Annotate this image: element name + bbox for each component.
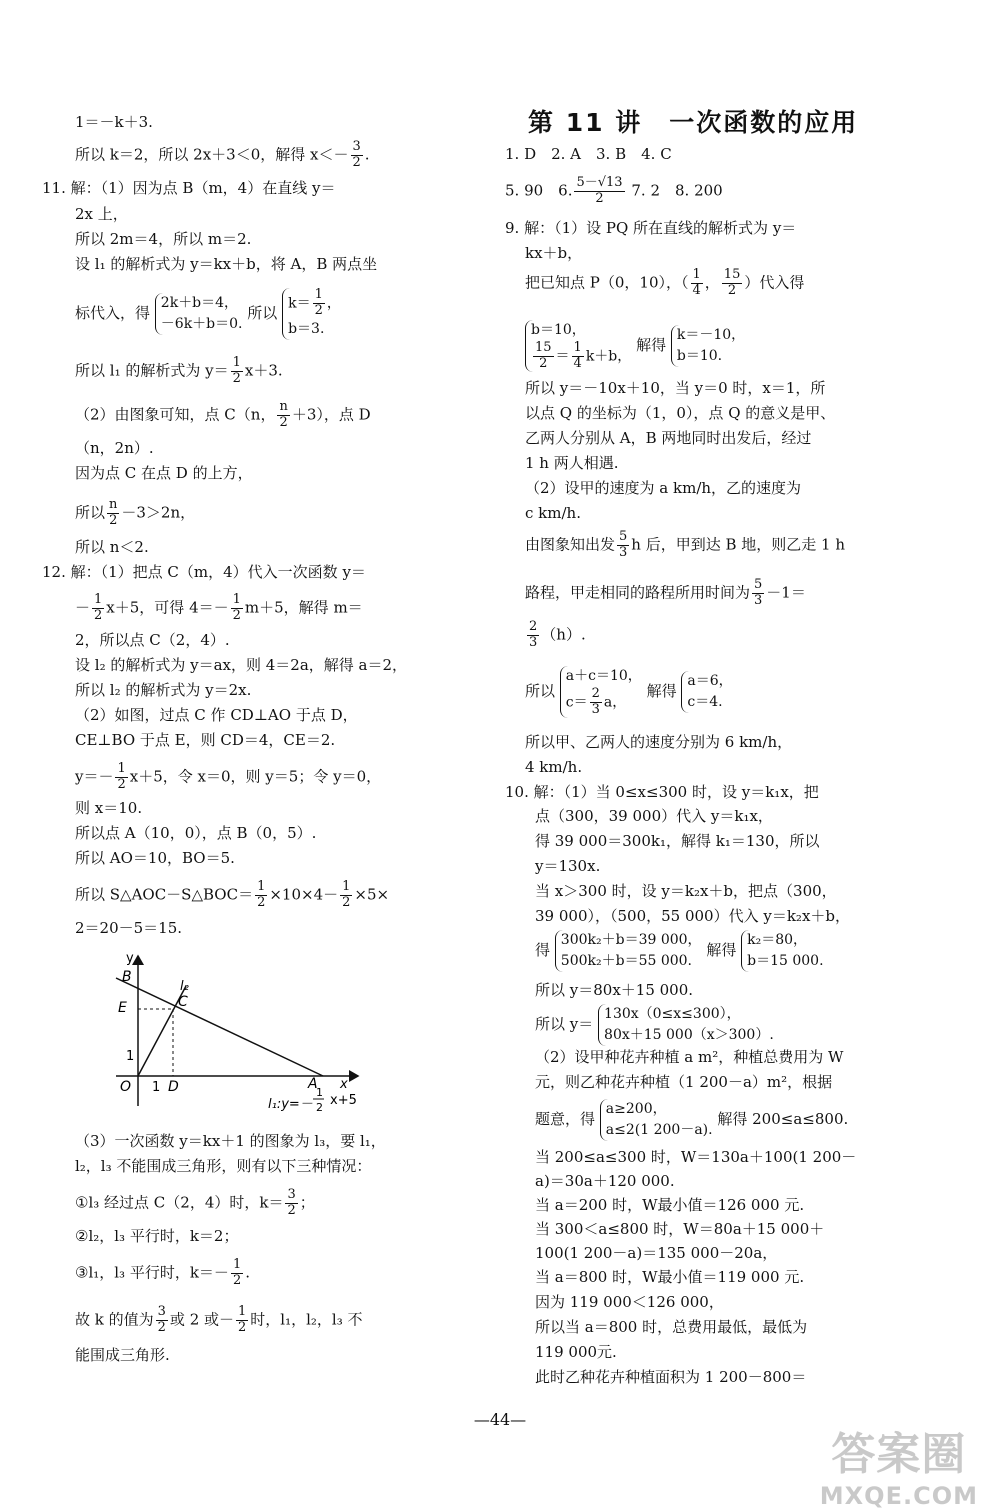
text-line: y＝－ $\frac{1}{2}$ x＋5，令 x＝0，则 y＝5；令 y＝0， — [75, 761, 382, 792]
text-line: （3）一次函数 y＝kx＋1 的图象为 l₃，要 l₁， — [75, 1132, 386, 1150]
text-line: 5. 90 6. $\frac{5-√13}{2}$ 7. 2 8. 200 — [505, 175, 723, 206]
text-line: 能围成三角形. — [75, 1346, 170, 1364]
coordinate-figure — [108, 948, 388, 1118]
text-line: 9. 解：（1）设 PQ 所在直线的解析式为 y＝ — [505, 219, 797, 237]
text-line: 所以 y＝－10x＋10，当 y＝0 时，x＝1，所 — [525, 379, 826, 397]
text-line: 所以 $\frac{n}{2}$ －3＞2n， — [75, 497, 196, 528]
equation-system: k₂＝80， b＝15 000. — [741, 930, 823, 972]
text-line: 设 l₁ 的解析式为 y＝kx＋b，将 A，B 两点坐 — [75, 255, 378, 273]
text-line: 所以 AO＝10，BO＝5. — [75, 849, 235, 867]
text-line: 故 k 的值为 $\frac{3}{2}$ 或 2 或－ $\frac{1}{2}$ 时，l₁，l₂，l₃ 不 — [75, 1304, 363, 1335]
line-l1-label: l₁:y=－ — [268, 1097, 313, 1112]
equation-system: k＝－10， b＝10. — [671, 325, 745, 367]
text-line: 39 000），（500，55 000）代入 y＝k₂x＋b， — [535, 907, 851, 925]
equation-system: 130x（0≤x≤300）， 80x＋15 000（x＞300）. — [598, 1004, 774, 1046]
text-line: 4 km/h. — [525, 758, 583, 776]
text-line: 路程，甲走相同的路程所用时间为 $\frac{5}{3}$ －1＝ — [525, 577, 806, 608]
text-line: （2）由图象可知，点 C（n， $\frac{n}{2}$ ＋3），点 D — [75, 399, 371, 430]
text-line: （n，2n）. — [75, 439, 154, 457]
watermark-logo: 答案圈 — [831, 1429, 967, 1480]
text-line: l₂，l₃ 不能围成三角形，则有以下三种情况： — [75, 1157, 372, 1175]
text-line: 得 300k₂＋b＝39 000， 500k₂＋b＝55 000. 解得 k₂＝80， b＝15 000. — [535, 930, 824, 972]
text-line: 1. D 2. A 3. B 4. C — [505, 145, 672, 163]
axis-y-label: y — [126, 951, 134, 966]
text-line: b＝10， $\frac{15}{2}$ ＝ $\frac{1}{4}$ k＋b， 解得 k＝－10， b＝10. — [525, 320, 745, 372]
text-line: 当 a＝200 时，W最小值＝126 000 元. — [535, 1196, 805, 1214]
text-line: 设 l₂ 的解析式为 y＝ax，则 4＝2a，解得 a＝2， — [75, 656, 408, 674]
text-line: ①l₃ 经过点 C（2，4）时，k＝ $\frac{3}{2}$ ； — [75, 1187, 315, 1218]
y-tick-one: 1 — [126, 1049, 135, 1064]
text-line: 所以 a＋c＝10， c＝ $\frac{2}{3}$ a， 解得 a＝6， c＝4. — [525, 668, 733, 717]
text-line: （2）设甲的速度为 a km/h，乙的速度为 — [525, 479, 802, 497]
equation-system: k＝ $\frac{1}{2}$ ， b＝3. — [282, 288, 341, 340]
text-line: （2）如图，过点 C 作 CD⊥AO 于点 D， — [75, 706, 358, 724]
text-line: a)＝30a＋120 000. — [535, 1172, 675, 1190]
text-line: 当 x＞300 时，设 y＝k₂x＋b，把点（300， — [535, 882, 837, 900]
text-line: 此时乙种花卉种植面积为 1 200－800＝ — [535, 1368, 807, 1386]
l1-fraction-den: 2 — [316, 1101, 323, 1114]
text-line: 10. 解：（1）当 0≤x≤300 时，设 y＝k₁x，把 — [505, 783, 819, 801]
text-line: ③l₁，l₃ 平行时，k＝－ $\frac{1}{2}$ . — [75, 1257, 250, 1288]
point-c-label: C — [178, 994, 188, 1010]
text-line: 11. 解：（1）因为点 B（m，4）在直线 y＝ — [42, 179, 336, 197]
text-line: 2x 上， — [75, 205, 128, 223]
text-line: $\frac{2}{3}$ （h）. — [529, 619, 586, 650]
line-l1 — [116, 978, 323, 1076]
equation-system: a＋c＝10， c＝ $\frac{2}{3}$ a， — [560, 666, 642, 718]
text-line: 1 h 两人相遇. — [525, 454, 619, 472]
text-line: 当 200≤a≤300 时，W＝130a＋100(1 200－ — [535, 1148, 857, 1166]
x-tick-one: 1 — [152, 1080, 161, 1095]
text-line: 所以点 A（10，0），点 B（0，5）. — [75, 824, 317, 842]
text-line: （2）设甲种花卉种植 a m²，种植总费用为 W — [535, 1048, 844, 1066]
text-line: 所以甲、乙两人的速度分别为 6 km/h， — [525, 733, 793, 751]
text-line: 当 a＝800 时，W最小值＝119 000 元. — [535, 1268, 805, 1286]
text-line: 当 300＜a≤800 时，W＝80a＋15 000＋ — [535, 1220, 825, 1238]
text-line: 所以 n＜2. — [75, 538, 149, 556]
text-line: 标代入，得 2k＋b＝4， －6k＋b＝0. 所以 k＝ $\frac{1}{2}$ ， b＝3. — [75, 288, 341, 340]
point-d-label: D — [168, 1079, 179, 1095]
text-line: 因为点 C 在点 D 的上方， — [75, 464, 253, 482]
equation-system: a＝6， c＝4. — [681, 671, 732, 713]
text-line: 题意，得 a≥200， a≤2(1 200－a). 解得 200≤a≤800. — [535, 1099, 848, 1141]
text-line: 则 x＝10. — [75, 799, 143, 817]
text-line: 所以 k＝2，所以 2x＋3＜0，解得 x＜－ $\frac{3}{2}$ . — [75, 139, 370, 170]
axis-x-label: x — [340, 1077, 348, 1092]
watermark — [820, 1418, 978, 1510]
text-line: 2，所以点 C（2，4）. — [75, 631, 230, 649]
watermark-url: MXQE.COM — [819, 1482, 978, 1510]
text-line: 所以 y＝80x＋15 000. — [535, 981, 694, 999]
text-line: kx＋b， — [525, 244, 583, 262]
point-e-label: E — [118, 1000, 127, 1016]
text-line: 1＝－k＋3. — [75, 113, 153, 131]
point-b-label: B — [122, 969, 132, 985]
l1-label-rest: x+5 — [330, 1093, 357, 1108]
equation-system: a≥200， a≤2(1 200－a). — [600, 1099, 713, 1141]
text-line: 因为 119 000＜126 000， — [535, 1293, 724, 1311]
text-line: 点（300，39 000）代入 y＝k₁x， — [535, 807, 773, 825]
origin-label: O — [120, 1079, 132, 1095]
text-line: 119 000元. — [535, 1343, 617, 1361]
section-title: 第 11 讲 一次函数的应用 — [528, 108, 859, 137]
text-line: 所以 2m＝4，所以 m＝2. — [75, 230, 252, 248]
text-line: CE⊥BO 于点 E，则 CD＝4，CE＝2. — [75, 731, 336, 749]
line-l2-label: l₂ — [180, 979, 189, 994]
l1-fraction-num: 1 — [316, 1086, 323, 1099]
equation-system: 300k₂＋b＝39 000， 500k₂＋b＝55 000. — [555, 930, 702, 972]
text-line: ②l₂，l₃ 平行时，k＝2； — [75, 1227, 239, 1245]
text-line: y＝130x. — [535, 857, 601, 875]
text-line: 所以 l₁ 的解析式为 y＝ $\frac{1}{2}$ x＋3. — [75, 355, 283, 386]
text-line: c km/h. — [525, 504, 581, 522]
text-line: 把已知点 P（0，10），（ $\frac{1}{4}$ ， $\frac{15}{2}$ ）代入得 — [525, 267, 805, 298]
text-line: 由图象知出发 $\frac{5}{3}$ h 后，甲到达 B 地，则乙走 1 h — [525, 529, 846, 560]
page-number: —44— — [473, 1410, 527, 1429]
text-line: 2＝20－5＝15. — [75, 919, 183, 937]
text-line: 100(1 200－a)＝135 000－20a， — [535, 1244, 778, 1262]
equation-system: 2k＋b＝4， －6k＋b＝0. — [155, 293, 243, 335]
text-line: － $\frac{1}{2}$ x＋5，可得 4＝－ $\frac{1}{2}$ m＋5，解得 m＝ — [75, 592, 363, 623]
text-line: 所以 S△AOC－S△BOC＝ $\frac{1}{2}$ ×10×4－ $\frac{1}{2}$ ×5× — [75, 879, 390, 910]
text-line: 以点 Q 的坐标为（1，0），点 Q 的意义是甲、 — [525, 404, 836, 422]
text-line: 所以 y＝ 130x（0≤x≤300）， 80x＋15 000（x＞300）. — [535, 1004, 774, 1046]
text-line: 元，则乙种花卉种植（1 200－a）m²，根据 — [535, 1073, 833, 1091]
text-line: 所以当 a＝800 时，总费用最低，最低为 — [535, 1318, 808, 1336]
point-a-label: A — [308, 1076, 318, 1092]
text-line: 所以 l₂ 的解析式为 y＝2x. — [75, 681, 252, 699]
fraction: $\frac{3}{2}$ — [352, 139, 361, 170]
text-line: 乙两人分别从 A，B 两地同时出发后，经过 — [525, 429, 812, 447]
text-line: 12. 解：（1）把点 C（m，4）代入一次函数 y＝ — [42, 563, 366, 581]
equation-system: b＝10， $\frac{15}{2}$ ＝ $\frac{1}{4}$ k＋b， — [525, 320, 631, 372]
text-line: 得 39 000＝300k₁，解得 k₁＝130，所以 — [535, 832, 820, 850]
